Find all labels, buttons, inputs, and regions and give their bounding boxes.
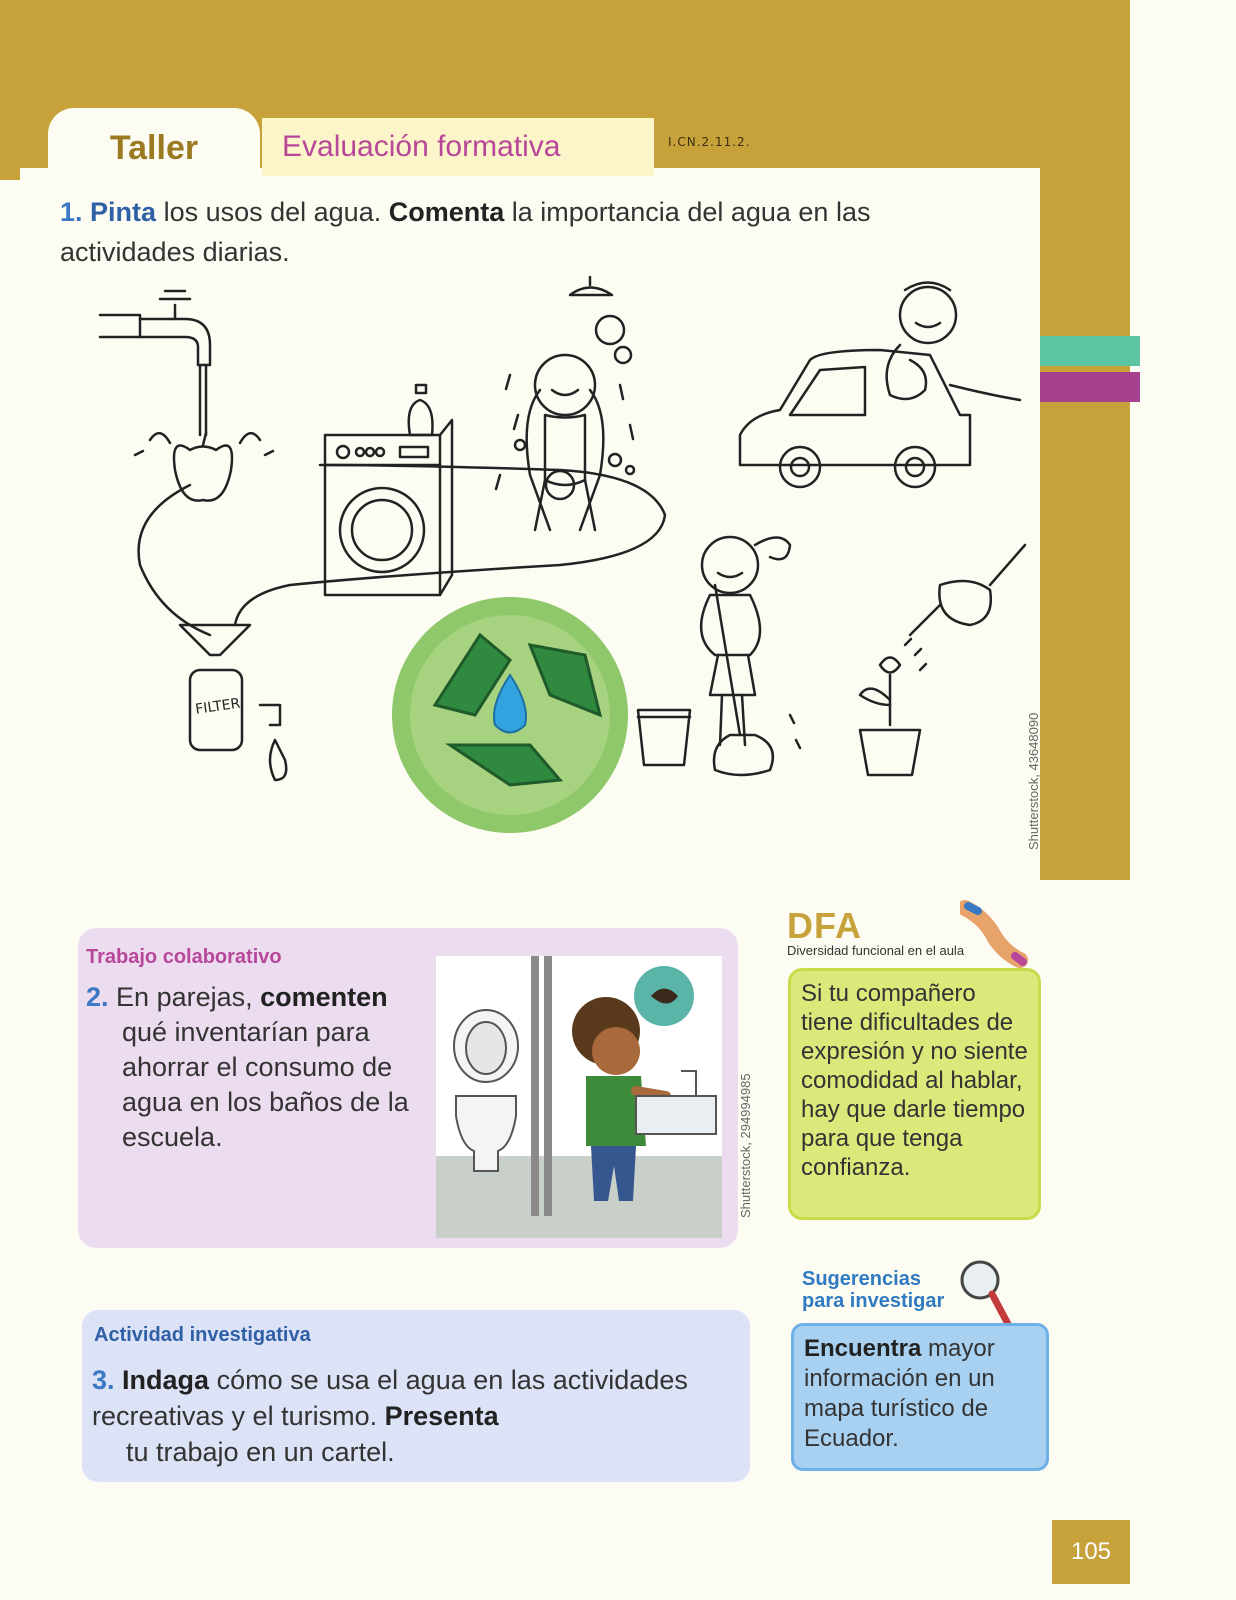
instruction-verb: Indaga xyxy=(122,1365,210,1395)
instruction-verb: comenten xyxy=(260,982,388,1012)
suggestions-text: mayor información en un mapa turístico de Ecuador. xyxy=(804,1335,995,1452)
child-shower-icon xyxy=(496,277,634,530)
watering-can-icon xyxy=(860,545,1025,775)
question-text: En parejas, xyxy=(116,982,261,1012)
tab-taller: Taller xyxy=(48,108,260,188)
bathroom-illustration xyxy=(436,956,722,1238)
recycle-water-icon xyxy=(392,597,628,833)
handwash-icon xyxy=(634,966,694,1026)
dfa-subtitle: Diversidad funcional en el aula xyxy=(787,943,965,958)
faucet-icon xyxy=(100,291,210,435)
dfa-logo: DFA xyxy=(787,905,862,946)
suggestions-box xyxy=(791,1323,1049,1471)
instruction-verb: Presenta xyxy=(384,1401,499,1431)
girl-mopping-icon xyxy=(701,537,800,775)
indicator-code: I.CN.2.11.2. xyxy=(668,135,751,149)
question-3 xyxy=(92,1362,752,1470)
investigative-title: Actividad investigativa xyxy=(94,1324,311,1346)
question-number: 1. xyxy=(60,197,83,227)
water-uses-illustration xyxy=(90,275,1030,875)
purple-stripe xyxy=(1040,372,1140,402)
dfa-header xyxy=(787,905,964,958)
question-2 xyxy=(86,980,426,1155)
instruction-verb: Comenta xyxy=(388,197,505,227)
dfa-box: Si tu compañero tiene dificultades de expresión y no siente comodidad al hablar, hay que darle tiempo para que tenga confianza. xyxy=(788,968,1041,1220)
question-number: 3. xyxy=(92,1365,115,1395)
question-text: la importancia del agua en las actividades diarias. xyxy=(60,197,871,267)
suggestions-title: Sugerencias para investigar xyxy=(802,1268,945,1312)
section-title: Evaluación formativa xyxy=(262,118,654,176)
magnifier-icon xyxy=(958,1258,1014,1330)
green-stripe xyxy=(1040,336,1140,366)
question-number: 2. xyxy=(86,982,109,1012)
question-text: qué inventarían para ahorrar el consumo de agua en los baños de la escuela. xyxy=(122,1017,409,1152)
question-text: tu trabajo en un cartel. xyxy=(126,1437,395,1467)
collaborative-title: Trabajo colaborativo xyxy=(86,946,282,968)
image-credit: Shutterstock, 43648090 xyxy=(1026,712,1041,850)
question-1 xyxy=(60,192,1010,272)
side-band xyxy=(1040,180,1130,880)
washing-machine-icon xyxy=(325,385,452,595)
question-text: cómo se usa el agua en las actividades recreativas y el turismo. xyxy=(92,1365,688,1431)
image-credit: Shutterstock, 294994985 xyxy=(738,1073,753,1218)
page-number: 105 xyxy=(1052,1520,1130,1584)
filter-label: FILTER xyxy=(194,695,242,718)
hands-icon xyxy=(960,898,1028,968)
instruction-verb: Pinta xyxy=(90,197,157,227)
question-text: los usos del agua. xyxy=(156,197,389,227)
bucket-icon xyxy=(638,710,690,765)
instruction-verb: Encuentra xyxy=(804,1335,922,1362)
apple-icon xyxy=(135,433,273,501)
car-wash-icon xyxy=(740,283,1020,488)
